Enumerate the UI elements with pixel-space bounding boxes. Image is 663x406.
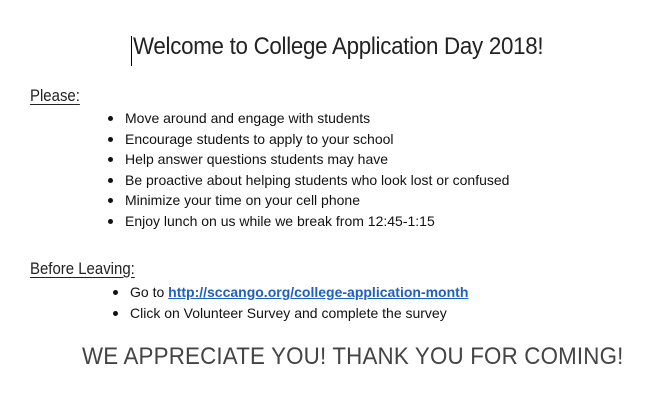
list-item — [108, 211, 509, 232]
please-list — [108, 108, 509, 232]
list-item — [108, 108, 509, 129]
bullet-icon — [113, 311, 118, 316]
please-heading: Please: — [30, 86, 80, 105]
list-item — [113, 303, 468, 324]
bullet-icon — [108, 178, 113, 183]
list-item-text: Be proactive about helping students who look lost or confused — [125, 171, 510, 188]
bullet-icon — [108, 116, 113, 121]
bullet-icon — [108, 198, 113, 203]
list-item — [108, 170, 509, 191]
bullet-icon — [108, 219, 113, 224]
list-item — [108, 149, 509, 170]
bullet-icon — [113, 290, 118, 295]
list-item-text: Help answer questions students may have — [125, 151, 389, 168]
text-cursor — [131, 36, 132, 66]
list-item-text: Enjoy lunch on us while we break from 12:45-1:15 — [125, 212, 435, 229]
before-leaving-list — [113, 282, 468, 323]
college-application-link[interactable]: http://sccango.org/college-application-month — [168, 284, 469, 300]
closing-message: WE APPRECIATE YOU! THANK YOU FOR COMING! — [82, 343, 624, 370]
bullet-icon — [108, 157, 113, 162]
list-item — [113, 282, 468, 303]
list-item-text: Click on Volunteer Survey and complete the survey — [130, 304, 447, 321]
bullet-icon — [108, 137, 113, 142]
list-item-text: Move around and engage with students — [125, 110, 371, 126]
document-title: Welcome to College Application Day 2018! — [133, 33, 544, 60]
before-leaving-heading: Before Leaving: — [30, 259, 135, 278]
list-item — [108, 129, 509, 150]
list-item-text: Encourage students to apply to your school — [125, 130, 394, 147]
list-item — [108, 190, 509, 211]
list-item-text: Minimize your time on your cell phone — [125, 192, 360, 209]
list-item-text: Go to — [130, 284, 165, 300]
